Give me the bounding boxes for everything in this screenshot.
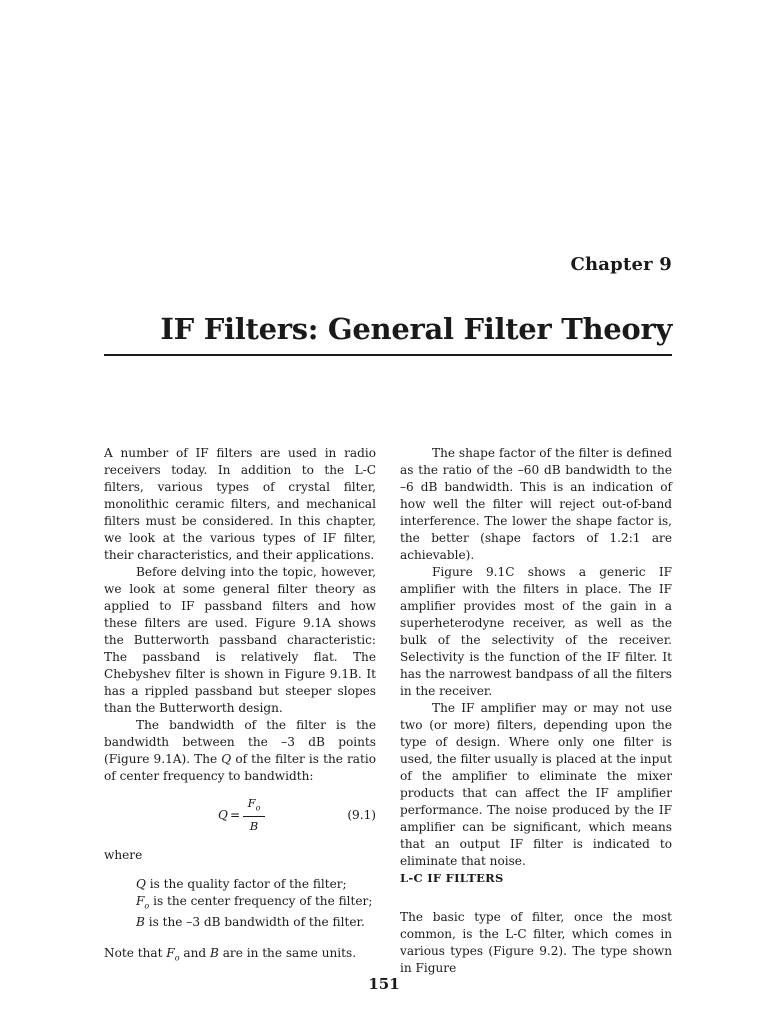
definition-list — [136, 876, 376, 931]
paragraph: The shape factor of the filter is defined as the ratio of the –60 dB bandwidth to the –6 dB bandwidth. This is an indication of how well the filter will reject out-of-band interference. The lower the shape factor is, the better (shape factors of 1.2:1 are achievable). — [400, 446, 672, 562]
definition-item — [136, 876, 376, 893]
page-number: 151 — [368, 975, 400, 993]
equation-fraction — [243, 795, 265, 834]
equation-9-1 — [104, 795, 376, 839]
equation-numerator — [243, 795, 265, 816]
title-rule — [104, 354, 672, 356]
text-run: are in the same units. — [218, 946, 357, 961]
fo-subscript: o — [174, 953, 180, 963]
equation-denominator: B — [249, 819, 259, 834]
q-symbol: Q — [221, 752, 232, 766]
def-text: is the center frequency of the filter; — [149, 894, 373, 908]
def-symbol: B — [136, 915, 145, 930]
text-run: Note that — [104, 946, 167, 961]
units-note — [104, 945, 376, 966]
paragraph: Figure 9.1C shows a generic IF amplifier with the filters in place. The IF amplifier provides most of the gain in a superheterodyne receiver, as well as the bulk of the selectivity of the receiver. Selectivity is the function of the IF filter. It has the narrowest bandpass of all the filters in the receiver. — [400, 565, 672, 698]
definition-item — [136, 914, 376, 931]
definition-item — [136, 893, 376, 914]
def-subscript: o — [144, 901, 150, 911]
b-symbol: B — [209, 946, 219, 961]
paragraph: Before delving into the topic, however, we look at some general filter theory as applied to IF passband filters and how these filters are used. Figure 9.1A shows the Butterworth passband characteristic: The passband is relatively flat. The Chebyshev filter is shown in Figure 9.1B. It has a rippled passband but steeper slopes than the Butterworth design. — [104, 565, 376, 715]
chapter-title: IF Filters: General Filter Theory — [160, 312, 672, 346]
paragraph: The basic type of filter, once the most common, is the L-C filter, which comes in various types (Figure 9.2). The type shown in Figure — [400, 910, 672, 975]
chapter-label: Chapter 9 — [570, 254, 672, 275]
fo-symbol: F — [166, 946, 175, 961]
numerator-symbol: F — [247, 796, 256, 810]
text-run: The bandwidth of the filter is the bandwidth between the –3 dB points (Figure 9.1A). The — [104, 718, 376, 766]
equation-number: (9.1) — [347, 808, 376, 822]
section-heading: L-C IF FILTERS — [400, 871, 504, 885]
paragraph: A number of IF filters are used in radio receivers today. In addition to the L-C filters, various types of crystal filter, monolithic ceramic filters, and mechanical filters must be considered. In this chapter, we look at the various types of IF filter, their characteristics, and their applications. — [104, 446, 376, 562]
text-run: and — [179, 946, 210, 961]
equation-lhs: Q — [218, 808, 228, 822]
def-symbol: F — [136, 894, 145, 908]
where-label: where — [104, 848, 143, 862]
fraction-bar — [243, 816, 265, 817]
right-column — [400, 445, 672, 977]
equation-equals: = — [230, 808, 241, 822]
def-text: is the –3 dB bandwidth of the filter. — [144, 915, 365, 930]
paragraph — [104, 717, 376, 785]
numerator-subscript: o — [255, 803, 261, 813]
text-run: of the filter is the ratio of center frequency to bandwidth: — [104, 752, 376, 783]
left-column — [104, 445, 376, 967]
paragraph: The IF amplifier may or may not use two (or more) filters, depending upon the type of design. Where only one filter is used, the filter usually is placed at the input of the amplifier to eliminate the mixer products that can affect the IF amplifier performance. The noise produced by the IF amplifier can be significant, which means that an output IF filter is indicated to eliminate that noise. — [400, 701, 672, 868]
def-text: is the quality factor of the filter; — [145, 877, 347, 891]
def-symbol: Q — [136, 877, 146, 891]
